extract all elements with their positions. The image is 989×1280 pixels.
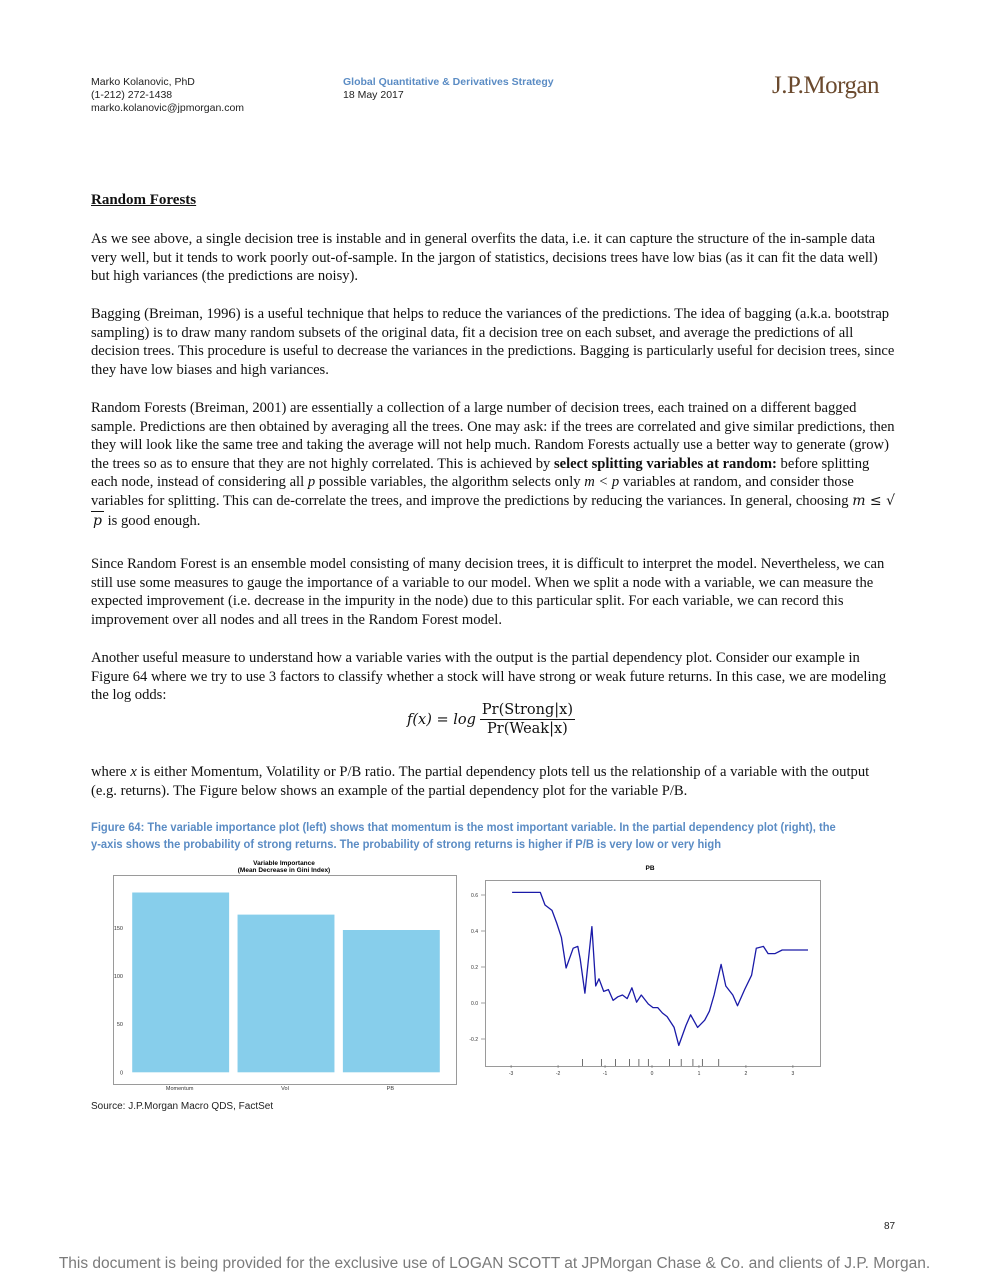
author-phone: (1-212) 272-1438 bbox=[91, 89, 173, 101]
line-chart-y-axis bbox=[455, 880, 485, 1065]
bar-chart-subtitle: (Mean Decrease in Gini Index) bbox=[237, 867, 331, 874]
bar-x-label: Vol bbox=[281, 1086, 289, 1092]
department: Global Quantitative & Derivatives Strategy bbox=[343, 76, 554, 88]
author-block bbox=[91, 76, 244, 115]
bar-pb bbox=[343, 930, 440, 1072]
bar-y-tick-label: 100 bbox=[114, 974, 123, 981]
line-x-tick-label: -1 bbox=[602, 1071, 608, 1077]
variable-importance-chart bbox=[113, 875, 457, 1085]
figure-source: Source: J.P.Morgan Macro QDS, FactSet bbox=[91, 1101, 274, 1112]
partial-dependency-chart bbox=[485, 880, 821, 1067]
line-chart-x-axis bbox=[485, 1065, 819, 1085]
paragraph-5: Another useful measure to understand how a variable varies with the output is the partial dependency plot. Consider our example in Figure 64 where we try to use 3 factors to classify whether a stock will have strong or weak future returns. In this case, we are modeling the log odds: bbox=[91, 650, 887, 704]
bar-momentum bbox=[132, 893, 229, 1073]
log-odds-formula: f(x) = log $\frac{\text{Pr(Strong|x)}}{\text{Pr(Weak|x)}}$ bbox=[407, 702, 573, 737]
author-email[interactable]: marko.kolanovic@jpmorgan.com bbox=[91, 102, 245, 114]
figure-caption: Figure 64: The variable importance plot (left) shows that momentum is the most important variable. In the partial dependency plot (right), the y-axis shows the probability of strong returns. The probability of strong returns is higher if P/B is very low or very high bbox=[91, 820, 836, 851]
paragraph-1: As we see above, a single decision tree is instable and in general overfits the data, i.e. it can capture the structure of the in-sample data very well, but it tends to work poorly out-of-sample. In the jargon of statistics, decisions trees have low bias (as it can fit the data well) but high variances (the predictions are noisy). bbox=[91, 231, 878, 285]
bar-chart-svg bbox=[114, 876, 456, 1084]
bar-y-tick-label: 50 bbox=[116, 1022, 123, 1029]
line-x-tick-label: -2 bbox=[555, 1071, 561, 1077]
footer-disclaimer: This document is being provided for the exclusive use of LOGAN SCOTT at JPMorgan Chase & Co. and clients of J.P. Morgan. bbox=[58, 1255, 931, 1272]
author-name: Marko Kolanovic, PhD bbox=[91, 76, 195, 88]
line-x-tick-label: 3 bbox=[791, 1071, 795, 1077]
fraction: $\frac{\text{Pr(Strong|x)}}{\text{Pr(Weak|x)}}$ bbox=[481, 702, 573, 737]
bar-vol bbox=[238, 915, 335, 1073]
line-x-tick-label: 1 bbox=[697, 1071, 701, 1077]
paragraph-6: where x is either Momentum, Volatility or P/B ratio. The partial dependency plots tell us the relationship of a variable with the output (e.g. returns). The Figure below shows an example of the partial dependency plot for the variable P/B. bbox=[91, 764, 870, 799]
jpmorgan-logo: J.P.Morgan bbox=[772, 72, 880, 99]
line-x-tick-label: 2 bbox=[744, 1071, 748, 1077]
page-number: 87 bbox=[884, 1221, 896, 1232]
line-y-tick-label: 0.6 bbox=[471, 893, 478, 899]
pb-partial-dependency-line bbox=[512, 892, 808, 1045]
bar-x-label: Momentum bbox=[165, 1086, 194, 1092]
paragraph-3: Random Forests (Breiman, 2001) are essentially a collection of a large number of decision trees, each trained on a different bagged sample. Predictions are then obtained by averaging all the trees. One may ask: if the trees are correlated and give similar predictions, then they will look like the same tree and taking the average will not help much. Random Forests actually use a better way to generate (grow) the trees so as to ensure that they are not highly correlated. This is achieved by select splitting variables at random: before splitting each node, instead of considering all p possible variables, the algorithm selects only m < p variables at random, and consider those variables for splitting. This can de-correlate the trees, and improve the predictions by reducing the variances. In general, choosing m ≤ √p is good enough. bbox=[91, 400, 896, 529]
paragraph-4: Since Random Forest is an ensemble model consisting of many decision trees, it is difficult to interpret the model. Nevertheless, we can still use some measures to gauge the importance of a variable to our model. When we split a node with a variable, we can measure the expected improvement (i.e. decrease in the impurity in the node) due to this particular split. For each variable, we can record this improvement over all nodes and all trees in the Random Forest model. bbox=[91, 556, 885, 628]
line-chart-title: PB bbox=[645, 865, 655, 872]
line-y-tick-label: 0.2 bbox=[471, 965, 478, 971]
report-date: 18 May 2017 bbox=[343, 89, 404, 101]
line-y-tick-label: 0.0 bbox=[471, 1001, 478, 1007]
line-chart-svg bbox=[486, 881, 820, 1066]
bar-y-tick-label: 0 bbox=[119, 1070, 123, 1077]
line-x-tick-label: -3 bbox=[508, 1071, 514, 1077]
line-y-tick-label: 0.4 bbox=[471, 929, 478, 935]
section-title: Random Forests bbox=[91, 192, 197, 208]
inline-math: m ≤ √p bbox=[93, 492, 896, 529]
paragraph-2: Bagging (Breiman, 1996) is a useful technique that helps to reduce the variances of the predictions. The idea of bagging (a.k.a. bootstrap sampling) is to draw many random subsets of the original data, fit a decision tree on each subset, and average the predictions of all decision trees. This procedure is useful to decrease the variances in the predictions. Bagging is particularly useful for decision trees, since they have low biases and high variances. bbox=[91, 306, 895, 378]
line-y-tick-label: -0.2 bbox=[469, 1037, 478, 1043]
line-x-tick-label: 0 bbox=[650, 1071, 654, 1077]
bold-phrase: select splitting variables at random: bbox=[553, 455, 777, 472]
bar-chart-title-area bbox=[113, 858, 455, 876]
bar-x-label: PB bbox=[386, 1086, 395, 1092]
bar-chart-x-labels bbox=[113, 1083, 455, 1095]
report-info bbox=[343, 76, 554, 102]
bar-y-tick-label: 150 bbox=[114, 926, 123, 933]
line-chart-title-area bbox=[455, 861, 845, 875]
bar-chart-title: Variable Importance bbox=[253, 860, 315, 867]
